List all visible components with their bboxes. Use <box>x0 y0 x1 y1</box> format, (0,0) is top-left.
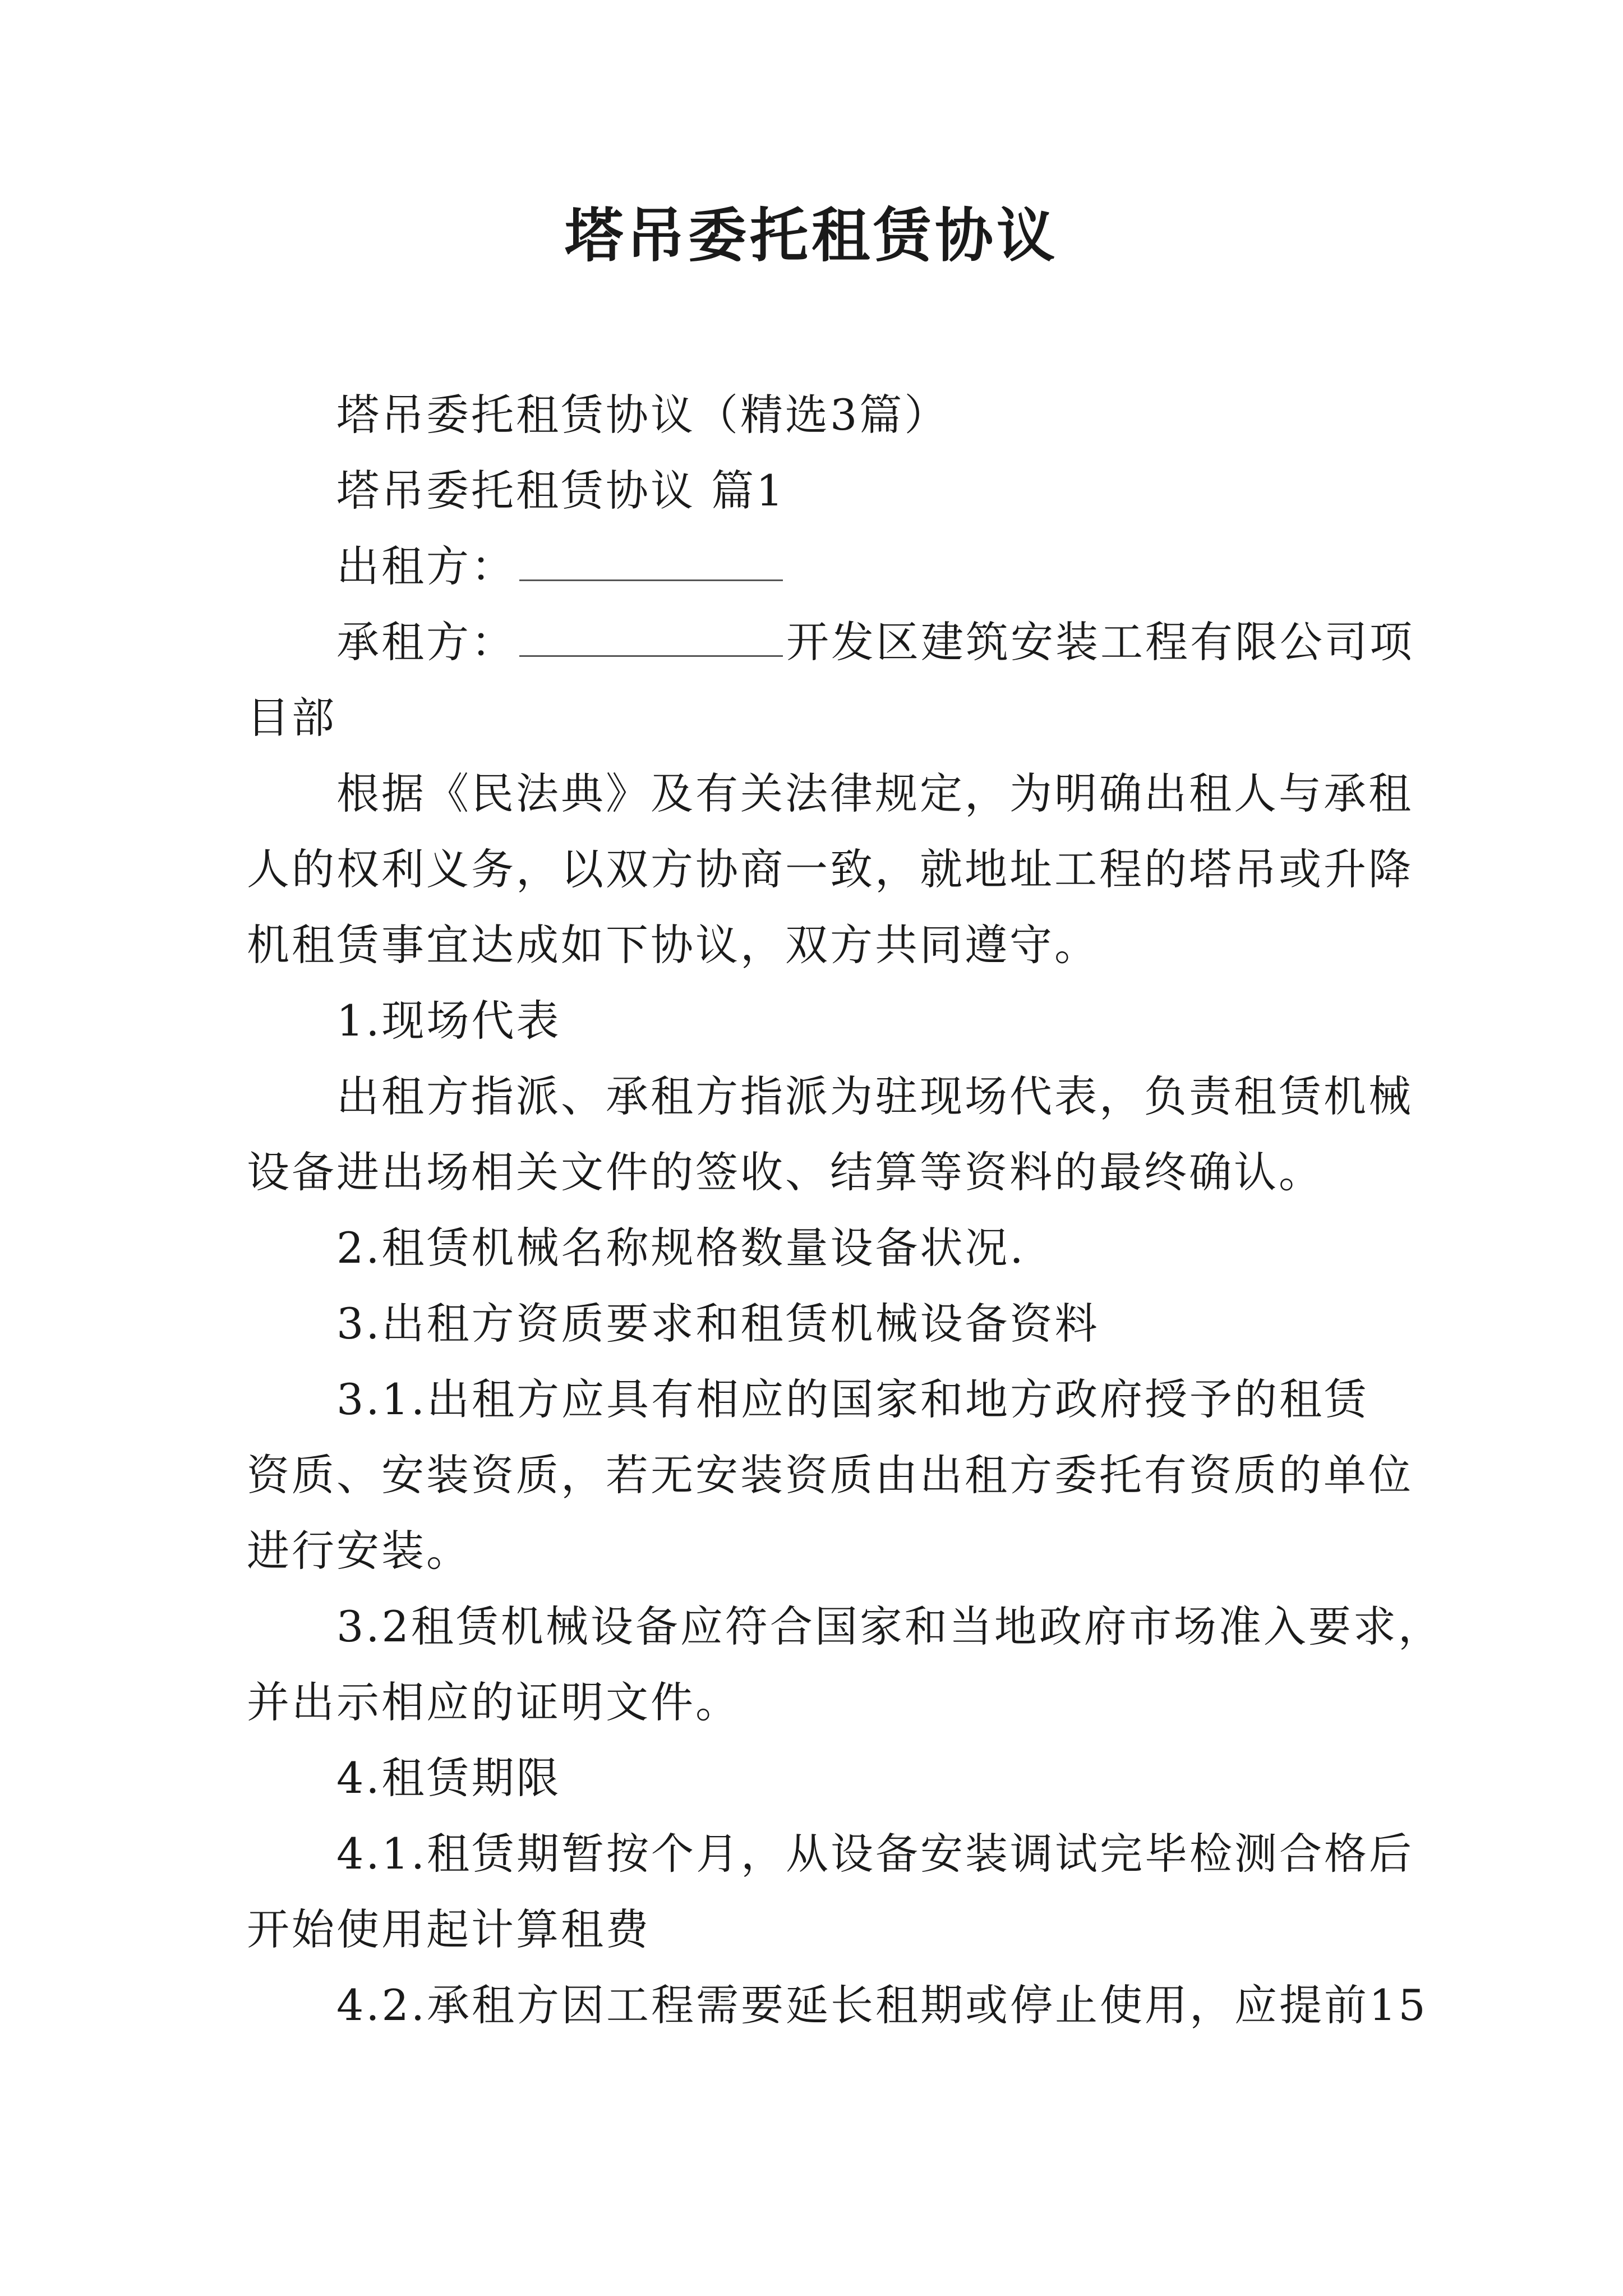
lessee-blank-field <box>519 622 783 657</box>
intro-line: 人的权利义务，以双方协商一致，就地址工程的塔吊或升降 <box>247 844 1413 894</box>
clause-3-1: 进行安装。 <box>247 1526 471 1576</box>
lessee-name-continued: 目部 <box>247 693 336 743</box>
document-title: 塔吊委托租赁协议 <box>564 201 1058 270</box>
lessee-name: 开发区建筑安装工程有限公司项 <box>786 617 1414 667</box>
clause-2-title: 2.租赁机械名称规格数量设备状况. <box>336 1223 1026 1273</box>
clause-3-title: 3.出租方资质要求和租赁机械设备资料 <box>336 1299 1100 1349</box>
clause-1-title: 1.现场代表 <box>336 996 561 1046</box>
lessee-label: 承租方： <box>336 617 516 667</box>
section-heading: 塔吊委托租赁协议 篇1 <box>336 466 786 516</box>
clause-4-2: 4.2.承租方因工程需要延长租期或停止使用，应提前15 <box>336 1980 1428 2030</box>
intro-line: 根据《民法典》及有关法律规定，为明确出租人与承租 <box>336 769 1413 818</box>
clause-1-body: 设备进出场相关文件的签收、结算等资料的最终确认。 <box>247 1147 1324 1197</box>
clause-3-1: 资质、安装资质，若无安装资质由出租方委托有资质的单位 <box>247 1450 1413 1500</box>
clause-3-1: 3.1.出租方应具有相应的国家和地方政府授予的租赁 <box>336 1374 1370 1424</box>
clause-4-1: 开始使用起计算租费 <box>247 1904 651 1954</box>
lessor-line <box>336 539 786 595</box>
clause-3-2: 3.2租赁机械设备应符合国家和当地政府市场准入要求， <box>336 1602 1443 1651</box>
document-subtitle: 塔吊委托租赁协议（精选3篇） <box>336 390 949 440</box>
lessor-label: 出租方： <box>336 541 516 591</box>
clause-4-title: 4.租赁期限 <box>336 1753 561 1803</box>
clause-3-2: 并出示相应的证明文件。 <box>247 1677 740 1727</box>
lessee-line <box>336 614 1414 670</box>
clause-1-body: 出租方指派、承租方指派为驻现场代表，负责租赁机械 <box>336 1071 1413 1121</box>
intro-line: 机租赁事宜达成如下协议，双方共同遵守。 <box>247 920 1099 970</box>
clause-4-1: 4.1.租赁期暂按个月，从设备安装调试完毕检测合格后 <box>336 1829 1414 1879</box>
lessor-blank-field <box>519 546 783 581</box>
